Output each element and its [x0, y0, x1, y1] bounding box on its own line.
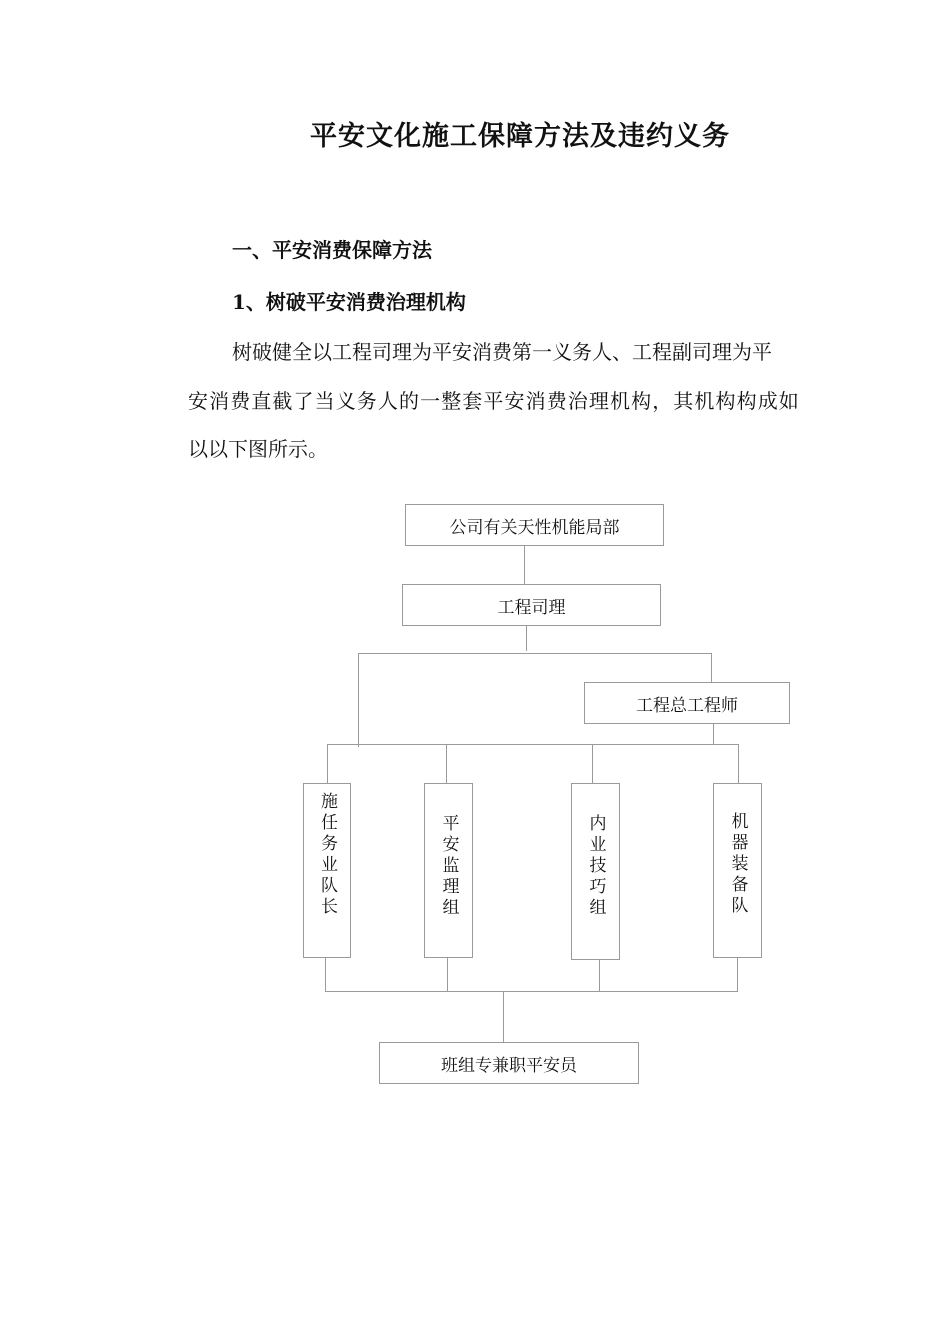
org-box-top: 公司有关天性机能局部 [405, 504, 664, 546]
connector-upper-bar [358, 653, 712, 654]
connector-bottom-drop [503, 991, 504, 1043]
paragraph-line-1: 树破健全以工程司理为平安消费第一义务人、工程副司理为平 [232, 340, 772, 364]
connector-unit-1-bottom [325, 956, 326, 992]
org-unit-1-label: 施任务业队长 [317, 792, 337, 918]
org-box-manager: 工程司理 [402, 584, 661, 626]
paragraph-line-2: 安消费直截了当义务人的一整套平安消费治理机构，其机构构成如 [188, 389, 800, 413]
org-box-unit-1 [303, 783, 351, 958]
section-heading: 一、平安消费保障方法 [232, 238, 432, 262]
org-box-chief-engineer: 工程总工程师 [584, 682, 790, 724]
connector-unit-2-top [446, 744, 447, 784]
connector-unit-3-bottom [599, 958, 600, 992]
connector-chief-drop [711, 653, 712, 683]
paragraph-line-3: 以以下图所示。 [188, 437, 328, 461]
connector-unit-4-top [738, 744, 739, 784]
connector-chief-down [713, 723, 714, 745]
connector-unit-1-top [327, 744, 328, 784]
org-unit-4-label: 机器装备队 [727, 812, 748, 917]
connector-unit-3-top [592, 744, 593, 784]
connector-lower-bar [325, 991, 738, 992]
org-box-unit-3 [571, 783, 620, 960]
connector-top-manager [524, 545, 525, 585]
org-box-bottom: 班组专兼职平安员 [379, 1042, 639, 1084]
connector-manager-down [526, 625, 527, 651]
connector-unit-2-bottom [447, 956, 448, 992]
page-title: 平安文化施工保障方法及违约义务 [310, 121, 730, 152]
org-box-unit-4 [713, 783, 762, 958]
org-unit-3-label: 内业技巧组 [585, 814, 606, 919]
org-unit-2-label: 平安监理组 [438, 814, 459, 919]
subsection-heading: 1、树破平安消费治理机构 [232, 290, 466, 314]
connector-left-drop [358, 653, 359, 747]
connector-middle-bar [327, 744, 738, 745]
org-box-unit-2 [424, 783, 473, 958]
connector-unit-4-bottom [737, 956, 738, 992]
